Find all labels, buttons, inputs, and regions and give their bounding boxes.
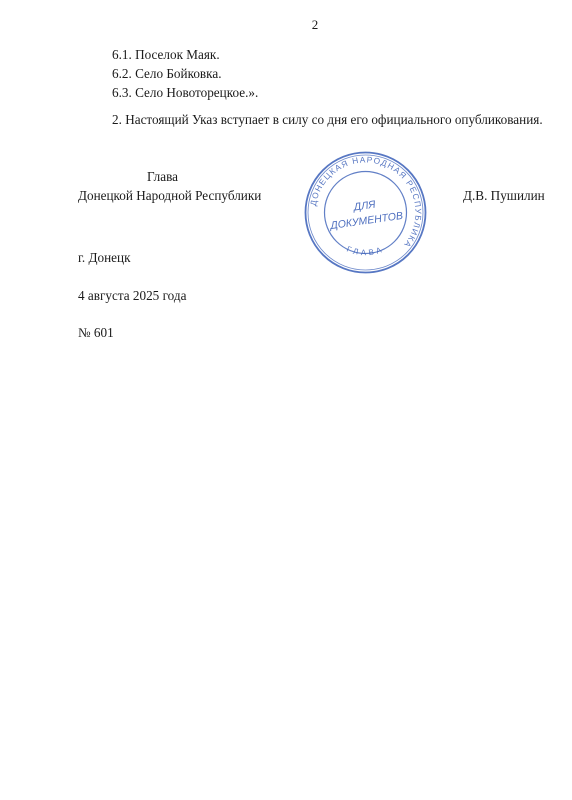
signing-city: г. Донецк: [78, 250, 131, 265]
stamp-center-line1: ДЛЯ: [352, 198, 377, 214]
stamp-bottom-text: ГЛАВА: [345, 244, 386, 258]
signatory-organization: Донецкой Народной Республики: [78, 188, 262, 203]
signatory-name: Д.В. Пушилин: [463, 188, 545, 203]
signing-date: 4 августа 2025 года: [78, 288, 187, 303]
effective-date-paragraph: 2. Настоящий Указ вступает в силу со дня его официального опубликования.: [112, 112, 543, 127]
official-stamp: [304, 151, 427, 274]
stamp-center-line2: ДОКУМЕНТОВ: [329, 209, 404, 232]
stamp-seal-graphic: [304, 151, 427, 274]
signatory-title: Глава: [147, 169, 178, 184]
list-item: 6.1. Поселок Маяк.: [112, 47, 220, 62]
list-item: 6.3. Село Новоторецкое.».: [112, 85, 259, 100]
list-item: 6.2. Село Бойковка.: [112, 66, 222, 81]
stamp-ring-text: ДОНЕЦКАЯ НАРОДНАЯ РЕСПУБЛИКА: [307, 154, 424, 251]
page-number: 2: [311, 17, 319, 32]
document-number: № 601: [78, 325, 114, 340]
